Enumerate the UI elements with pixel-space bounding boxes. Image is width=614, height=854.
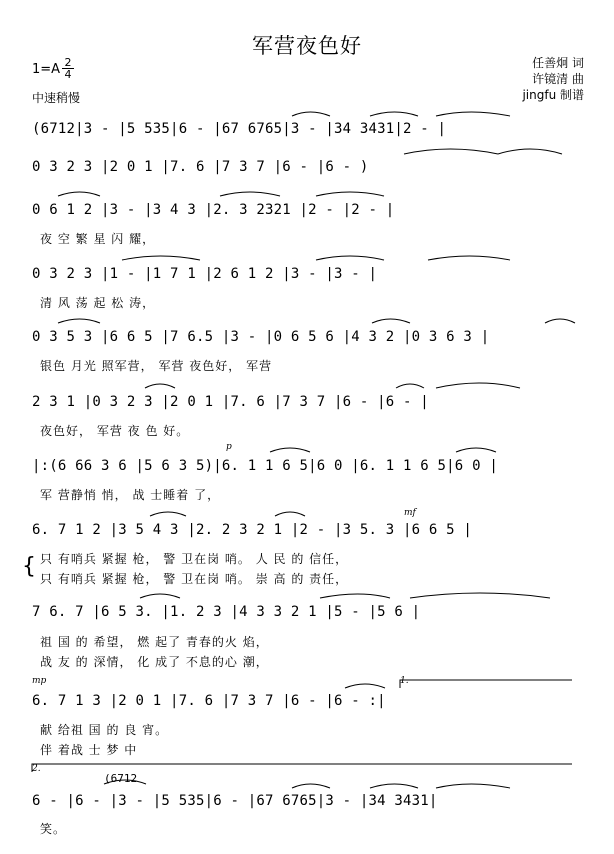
key-signature: 1=A (32, 62, 61, 77)
intro-repeat-mark: (6712 (104, 772, 138, 785)
lyric-line-7: 只 有哨兵 紧握 枪， 警 卫在岗 哨。 崇 高 的 责任， (40, 572, 349, 586)
slur (410, 593, 550, 598)
dynamic-mf: mf (404, 508, 416, 518)
score-line-10: 6. 7 1 3 |2 0 1 |7. 6 |7 3 7 |6 - |6 - :| (32, 693, 386, 709)
lyric-line-10: 献 给祖 国 的 良 宵。 (40, 723, 169, 737)
slur (370, 112, 418, 116)
ending-2-label: 2. (32, 764, 41, 774)
lyric-line-9: 战 友 的 深情， 化 成了 不息的心 潮， (40, 655, 269, 669)
score-line-9: 7 6. 7 |6 5 3. |1. 2 3 |4 3 3 2 1 |5 - |5 6 | (32, 604, 421, 620)
slur (370, 784, 418, 788)
score-line-2: 0 3 2 3 |2 0 1 |7. 6 |7 3 7 |6 - |6 - ) (32, 159, 369, 175)
slur (150, 512, 186, 516)
lyric-line-11: 伴 着战 士 梦 中 (40, 743, 138, 757)
score-line-11: 6 - |6 - |3 - |5 535|6 - |67 6765|3 - |34 3431| (32, 793, 438, 809)
ending-2-bracket (32, 764, 572, 772)
slur (396, 384, 424, 388)
score-line-7: |:(6 66 3 6 |5 6 3 5)|6. 1 1 6 5|6 0 |6. 1 1 6 5|6 0 | (32, 458, 498, 474)
slur (275, 512, 305, 516)
lyricist: 任善炯 词 (532, 56, 584, 70)
score-line-3: 0 6 1 2 |3 - |3 4 3 |2. 3 2321 |2 - |2 - | (32, 202, 395, 218)
arranger: jingfu 制谱 (522, 88, 584, 102)
slur (320, 594, 390, 598)
slur (345, 684, 385, 688)
lyric-line-8: 祖 国 的 希望， 燃 起了 青春的火 焰， (40, 635, 269, 649)
score-line-8: 6. 7 1 2 |3 5 4 3 |2. 2 3 2 1 |2 - |3 5. 3 |6 6 5 | (32, 522, 473, 538)
tempo-marking: 中速稍慢 (32, 91, 81, 105)
score-line-5: 0 3 5 3 |6 6 5 |7 6.5 |3 - |0 6 5 6 |4 3 2 |0 3 6 3 | (32, 329, 490, 345)
lyric-line-3: 银色 月光 照军营， 军营 夜色好， 军营 (40, 359, 273, 373)
time-signature-bottom: 4 (64, 68, 72, 81)
slur (456, 448, 496, 452)
slur (404, 149, 498, 154)
slur (498, 149, 562, 154)
slur (220, 192, 280, 196)
slur (104, 780, 146, 784)
slur (545, 319, 575, 323)
dynamic-mp: mp (32, 676, 47, 686)
lyric-line-5: 军 营静悄 悄， 战 士睡着 了， (40, 488, 221, 502)
slur (58, 192, 100, 196)
slur (145, 384, 175, 388)
slur (292, 784, 330, 788)
slur (372, 319, 410, 323)
slur (58, 319, 100, 323)
time-signature-top: 2 (64, 56, 72, 69)
slur (122, 256, 200, 260)
lyric-line-4: 夜色好， 军营 夜 色 好。 (40, 424, 190, 438)
lyric-line-6: 只 有哨兵 紧握 枪， 警 卫在岗 哨。 人 民 的 信任， (40, 552, 349, 566)
lyric-line-12: 笑。 (40, 822, 67, 836)
verse-brace: { (22, 554, 36, 579)
slur (436, 383, 520, 388)
score-line-1: (6712|3 - |5 535|6 - |67 6765|3 - |34 3431|2 - | (32, 121, 447, 137)
score-line-6: 2 3 1 |0 3 2 3 |2 0 1 |7. 6 |7 3 7 |6 - |6 - | (32, 394, 429, 410)
lyric-line-1: 夜 空 繁 星 闪 耀， (40, 232, 156, 246)
slur (428, 256, 510, 260)
page-title: 军营夜色好 (252, 34, 362, 58)
ending-1-label: 1. (400, 676, 409, 686)
lyric-line-2: 清 风 荡 起 松 涛， (40, 296, 156, 310)
score-line-4: 0 3 2 3 |1 - |1 7 1 |2 6 1 2 |3 - |3 - | (32, 266, 378, 282)
slur (292, 112, 330, 116)
slur (316, 192, 384, 196)
composer: 许镜清 曲 (532, 72, 584, 86)
slur (140, 594, 180, 598)
dynamic-p: p (226, 442, 232, 452)
slur (270, 448, 310, 452)
slur (436, 784, 510, 788)
slur (316, 256, 384, 260)
slur (436, 112, 510, 116)
ending-1-bracket (400, 680, 572, 688)
